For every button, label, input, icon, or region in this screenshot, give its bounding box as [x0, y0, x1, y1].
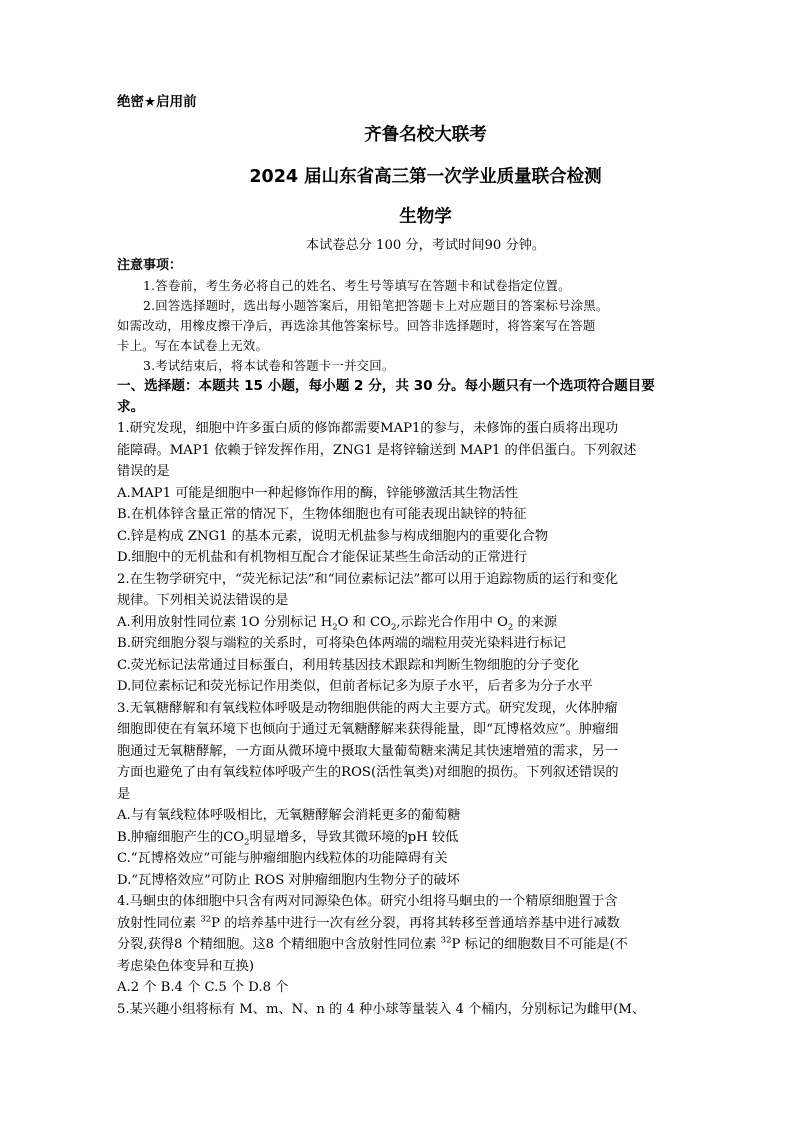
q2-a-sub-1: 2: [332, 622, 338, 633]
q5-stem-line-1: 5.某兴趣小组将标有 M、m、N、n 的 4 种小球等量装入 4 个桶内，分别标记为雌甲(M、: [117, 1001, 646, 1017]
section-heading-line-2: 求。: [117, 399, 145, 415]
q3-option-b: [117, 827, 734, 849]
notice-block: [117, 276, 734, 376]
section-heading: [117, 376, 734, 418]
question-3: [117, 698, 734, 892]
q1-option-b: B.在机体锌含量正常的情况下，生物体细胞也有可能表现出缺锌的特征: [117, 507, 527, 522]
q4-l3-sup: 32: [440, 935, 452, 946]
notice-heading: 注意事项：: [117, 258, 183, 273]
q4-stem-line-3: [117, 934, 734, 956]
q2-a-part-1: A.利用放射性同位素 1O 分别标记 H: [117, 614, 333, 630]
q4-l2-part-1: 放射性同位素: [117, 915, 201, 931]
q2-a-sub-3: 2: [507, 622, 514, 633]
q2-option-b: B.研究细胞分裂与端粒的关系时，可将染色体两端的端粒用荧光染料进行标记: [117, 636, 567, 651]
notice-item-2-line-3: 卡上。写在本试卷上无效。: [117, 338, 269, 353]
q3-b-part-1: B.肿瘤细胞产生的CO: [117, 829, 245, 845]
exam-info: 本试卷总分 100 分，考试时间90 分钟。: [305, 238, 546, 253]
question-2: [117, 569, 734, 698]
q1-stem-line-2: 能障碍。MAP1 依赖于锌发挥作用，ZNG1 是将锌输送到 MAP1 的伴侣蛋白。下列叙述: [117, 442, 637, 458]
question-1: [117, 418, 734, 569]
q1-option-a: A.MAP1 可能是细胞中一种起修饰作用的酶，锌能够激活其生物活性: [117, 485, 519, 501]
q2-a-part-4: 的来源: [513, 614, 558, 630]
confidential-mark: 绝密★启用前: [117, 94, 197, 110]
q2-a-part-2: O 和 CO: [337, 614, 391, 630]
q2-option-a: [117, 612, 734, 634]
q4-options: A.2 个 B.4 个 C.5 个 D.8 个: [117, 980, 289, 995]
q2-a-sub-2: 2: [390, 622, 397, 633]
q2-a-part-3: ,示踪光合作用中 O: [396, 614, 508, 630]
q4-stem-line-2: [117, 913, 734, 935]
notice-item-2-line-2: 如需改动，用橡皮擦干净后，再选涂其他答案标号。回答非选择题时，将答案写在答题: [117, 318, 596, 333]
q3-stem-line-3: 胞通过无氧糖酵解，一方面从微环境中摄取大量葡萄糖来满足其快速增殖的需求，另一: [117, 743, 619, 759]
q4-stem-line-4: 考虑染色体变异和互换): [117, 958, 255, 974]
q2-option-c: C.荧光标记法常通过目标蛋白，利用转基因技术跟踪和判断生物细胞的分子变化: [117, 657, 580, 673]
question-4: [117, 891, 734, 999]
q4-l3-part-2: P 标记的细胞数目不可能是(不: [451, 937, 628, 952]
q3-b-part-2: 明显增多，导致其微环境的pH 较低: [249, 829, 459, 845]
q3-stem-line-5: 是: [117, 786, 131, 802]
exam-title-main: 2024 届山东省高三第一次学业质量联合检测: [249, 167, 602, 187]
q3-option-a: A.与有氧线粒体呼吸相比，无氧糖酵解会消耗更多的葡萄糖: [117, 808, 461, 823]
q1-stem-line-3: 错误的是: [117, 464, 170, 479]
q3-option-d: D.“瓦博格效应”可防止 ROS 对肿瘤细胞内生物分子的破坏: [117, 872, 460, 888]
q1-option-c: C.锌是构成 ZNG1 的基本元素，说明无机盐参与构成细胞内的重要化合物: [117, 528, 549, 544]
q3-stem-line-4: 方面也避免了由有氧线粒体呼吸产生的ROS(活性氧类)对细胞的损伤。下列叙述错误的: [117, 765, 619, 780]
q4-l3-part-1: 分裂,获得8 个精细胞。这8 个精细胞中含放射性同位素: [117, 937, 441, 952]
q3-stem-line-1: 3.无氧糖酵解和有氧线粒体呼吸是动物细胞供能的两大主要方式。研究发现，火体肿瘤: [117, 700, 618, 716]
notice-item-3: 3.考试结束后，将本试卷和答题卡一并交回。: [143, 358, 395, 373]
q3-stem-line-2: 细胞即使在有氧环境下也倾向于通过无氧糖酵解来获得能量，即“瓦博格效应”。肿瘤细: [117, 722, 619, 737]
q3-b-sub: 2: [244, 837, 250, 848]
notice-item-1: 1.答卷前，考生务必将自己的姓名、考生号等填写在答题卡和试卷指定位置。: [143, 278, 571, 293]
q4-l2-sup: 32: [200, 914, 212, 925]
exam-title-alliance: 齐鲁名校大联考: [364, 125, 487, 145]
q4-stem-line-1: 4.马蛔虫的体细胞中只含有两对同源染色体。研究小组将马蛔虫的一个精原细胞置于含: [117, 894, 618, 909]
q2-stem-line-2: 规律。下列相关说法错误的是: [117, 593, 289, 608]
exam-subject: 生物学: [399, 207, 452, 227]
q2-stem-line-1: 2.在生物学研究中，“荧光标记法”和“同位素标记法”都可以用于追踪物质的运行和变化: [117, 571, 619, 587]
q1-option-d: D.细胞中的无机盐和有机物相互配合才能保证某些生命活动的正常进行: [117, 550, 527, 565]
q1-stem-line-1: 1.研究发现，细胞中许多蛋白质的修饰都需要MAP1的参与，未修饰的蛋白质将出现功: [117, 421, 619, 436]
section-heading-line-1: 一、选择题：本题共 15 小题，每小题 2 分，共 30 分。每小题只有一个选项符合题目要: [117, 378, 655, 394]
question-5: [117, 999, 734, 1021]
q2-option-d: D.同位素标记和荧光标记作用类似，但前者标记多为原子水平，后者多为分子水平: [117, 679, 593, 694]
q4-l2-part-2: P 的培养基中进行一次有丝分裂，再将其转移至普通培养基中进行减数: [211, 915, 620, 931]
q3-option-c: C.“瓦博格效应”可能与肿瘤细胞内线粒体的功能障碍有关: [117, 851, 448, 866]
notice-item-2-line-1: 2.回答选择题时，选出每小题答案后，用铅笔把答题卡上对应题目的答案标号涂黑。: [143, 298, 609, 313]
